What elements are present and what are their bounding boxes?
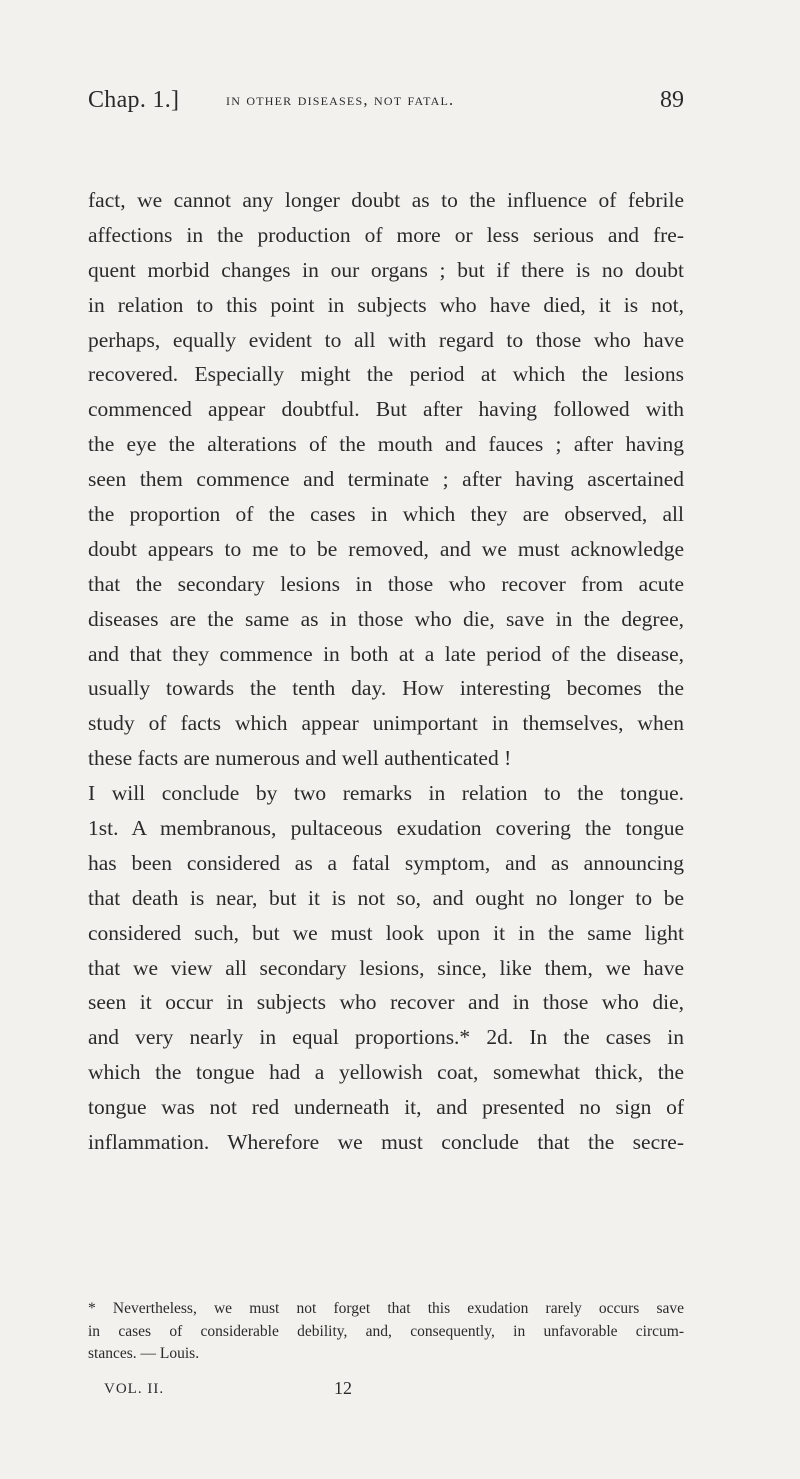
page-number: 89: [660, 87, 684, 113]
text-line: usually towards the tenth day. How interesting becomes the: [88, 676, 684, 701]
text-line: 1st. A membranous, pultaceous exudation covering the tongue: [88, 816, 684, 841]
chapter-reference: Chap. 1.]: [88, 87, 180, 113]
footnote-line: * Nevertheless, we must not forget that this exudation rarely occurs save: [88, 1300, 684, 1317]
volume-signature: VOL. II.: [104, 1381, 165, 1397]
text-line: and that they commence in both at a late period of the disease,: [88, 641, 684, 666]
text-line: quent morbid changes in our organs ; but if there is no doubt: [88, 257, 684, 282]
text-line: that the secondary lesions in those who recover from acute: [88, 571, 684, 596]
text-line: has been considered as a fatal symptom, and as announcing: [88, 850, 684, 875]
text-line: seen it occur in subjects who recover and in those who die,: [88, 990, 684, 1015]
text-line: study of facts which appear unimportant in themselves, when: [88, 711, 684, 736]
text-line: tongue was not red underneath it, and presented no sign of: [88, 1095, 684, 1120]
text-line: the proportion of the cases in which they are observed, all: [88, 502, 684, 527]
footnote-line: in cases of considerable debility, and, consequently, in unfavorable circum-: [88, 1322, 684, 1340]
text-line: inflammation. Wherefore we must conclude that the secre-: [88, 1130, 684, 1155]
text-line: that death is near, but it is not so, and ought no longer to be: [88, 885, 684, 910]
running-title: in other diseases, not fatal.: [226, 90, 455, 109]
text-line: these facts are numerous and well authenticated !: [88, 746, 512, 771]
footnote-line: stances. — Louis.: [88, 1345, 200, 1362]
text-line: which the tongue had a yellowish coat, somewhat thick, the: [88, 1060, 684, 1085]
text-line: I will conclude by two remarks in relation to the tongue.: [88, 781, 684, 806]
text-line: doubt appears to me to be removed, and we must acknowledge: [88, 536, 684, 561]
text-line: in relation to this point in subjects who have died, it is not,: [88, 292, 684, 317]
footnote: [88, 1298, 684, 1366]
text-line: seen them commence and terminate ; after having ascertained: [88, 467, 684, 492]
text-line: recovered. Especially might the period at which the lesions: [88, 362, 684, 387]
text-line: the eye the alterations of the mouth and fauces ; after having: [88, 432, 684, 457]
text-line: and very nearly in equal proportions.* 2d. In the cases in: [88, 1025, 684, 1050]
text-line: fact, we cannot any longer doubt as to the influence of febrile: [88, 188, 684, 212]
running-head: [88, 80, 684, 120]
text-line: that we view all secondary lesions, since, like them, we have: [88, 955, 684, 980]
text-line: considered such, but we must look upon it in the same light: [88, 920, 684, 945]
text-line: commenced appear doubtful. But after having followed with: [88, 397, 684, 422]
body-text: [88, 183, 684, 1160]
text-line: affections in the production of more or less serious and fre-: [88, 222, 684, 247]
text-line: diseases are the same as in those who die, save in the degree,: [88, 606, 684, 631]
signature-mark: 12: [334, 1378, 352, 1398]
text-line: perhaps, equally evident to all with regard to those who have: [88, 327, 684, 352]
